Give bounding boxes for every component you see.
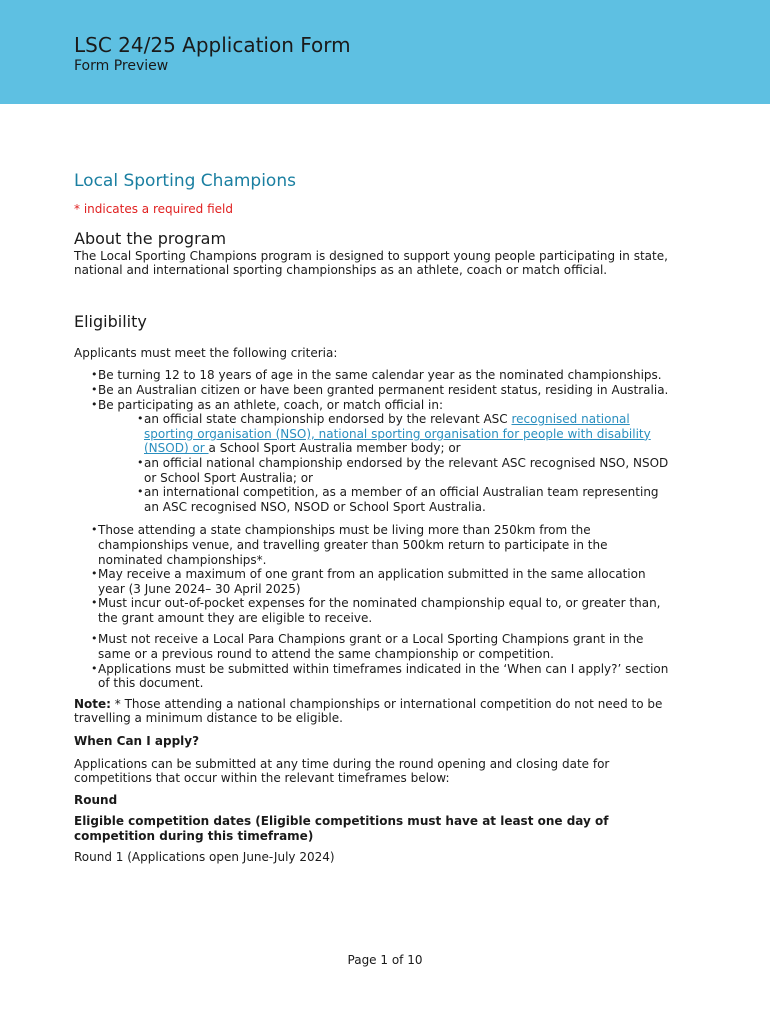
- criteria-list-bottom: [74, 632, 674, 690]
- round-label: [74, 793, 674, 808]
- when-heading: [74, 734, 674, 749]
- about-text: The Local Sporting Champions program is designed to support young people participating in state, national and international sporting championships as an athlete, coach or match official.: [74, 248, 668, 278]
- list-item: • Must incur out-of-pocket expenses for the nominated championship equal to, or greater than, the grant amount they are eligible to receive.: [98, 596, 674, 625]
- list-item: [144, 412, 674, 456]
- list-item: • Those attending a state championships must be living more than 250km from the championships venue, and travelling greater than 500km return to participate in the nominated championships*.: [98, 523, 674, 567]
- sub-criteria-list: [98, 412, 674, 514]
- about-heading: About the program: [74, 228, 227, 248]
- list-item: • Be turning 12 to 18 years of age in the same calendar year as the nominated championships.: [98, 368, 674, 383]
- eligibility-intro: Applicants must meet the following criteria:: [74, 345, 338, 360]
- page-header: [0, 0, 770, 104]
- list-item: • Must not receive a Local Para Champions grant or a Local Sporting Champions grant in the same or a previous round to attend the same championship or competition.: [98, 632, 674, 661]
- list-item: [98, 398, 674, 515]
- when-heading-text: When Can I apply?: [74, 734, 200, 749]
- form-subtitle: Form Preview: [74, 58, 169, 74]
- eligible-dates-text: Eligible competition dates (Eligible competitions must have at least one day of competition during this timeframe): [74, 814, 609, 843]
- list-item: • an official national championship endorsed by the relevant ASC recognised NSO, NSOD or School Sport Australia; or: [144, 456, 674, 485]
- eligible-dates-label: [74, 814, 674, 843]
- list-item: • May receive a maximum of one grant from an application submitted in the same allocation year (3 June 2024– 30 April 2025): [98, 567, 674, 596]
- sub-item-text: an official state championship endorsed by the relevant ASC: [144, 412, 512, 427]
- list-item-text: Be participating as an athlete, coach, or match official in:: [98, 397, 443, 412]
- list-item: • an international competition, as a member of an official Australian team representing an ASC recognised NSO, NSOD or School Sport Australia.: [144, 485, 674, 514]
- form-content: [74, 170, 674, 864]
- eligibility-note: [74, 697, 674, 726]
- sub-item-text: a School Sport Australia member body; or: [208, 441, 461, 456]
- round-1-text: Round 1 (Applications open June-July 2024): [74, 849, 335, 864]
- note-label: Note:: [74, 696, 111, 711]
- list-item: • Applications must be submitted within timeframes indicated in the ‘When can I apply?’ section of this document.: [98, 662, 674, 691]
- required-field-note: * indicates a required field: [74, 202, 233, 216]
- eligibility-heading: Eligibility: [74, 311, 147, 331]
- form-title: LSC 24/25 Application Form: [74, 33, 351, 57]
- page-number: Page 1 of 10: [347, 953, 423, 967]
- list-item: • Be an Australian citizen or have been granted permanent resident status, residing in Australia.: [98, 383, 674, 398]
- section-title: Local Sporting Champions: [74, 171, 296, 191]
- note-text: * Those attending a national championships or international competition do not need to be travelling a minimum distance to be eligible.: [74, 696, 663, 726]
- criteria-list-mid: [74, 523, 674, 625]
- recognised-nso-link[interactable]: recognised national sporting organisation (NSO), national sporting organisation for people with disability (NSOD) or: [144, 412, 651, 456]
- criteria-list-top: [74, 368, 674, 514]
- round-label-text: Round: [74, 792, 118, 807]
- when-text: Applications can be submitted at any time during the round opening and closing date for competitions that occur within the relevant timeframes below:: [74, 756, 610, 786]
